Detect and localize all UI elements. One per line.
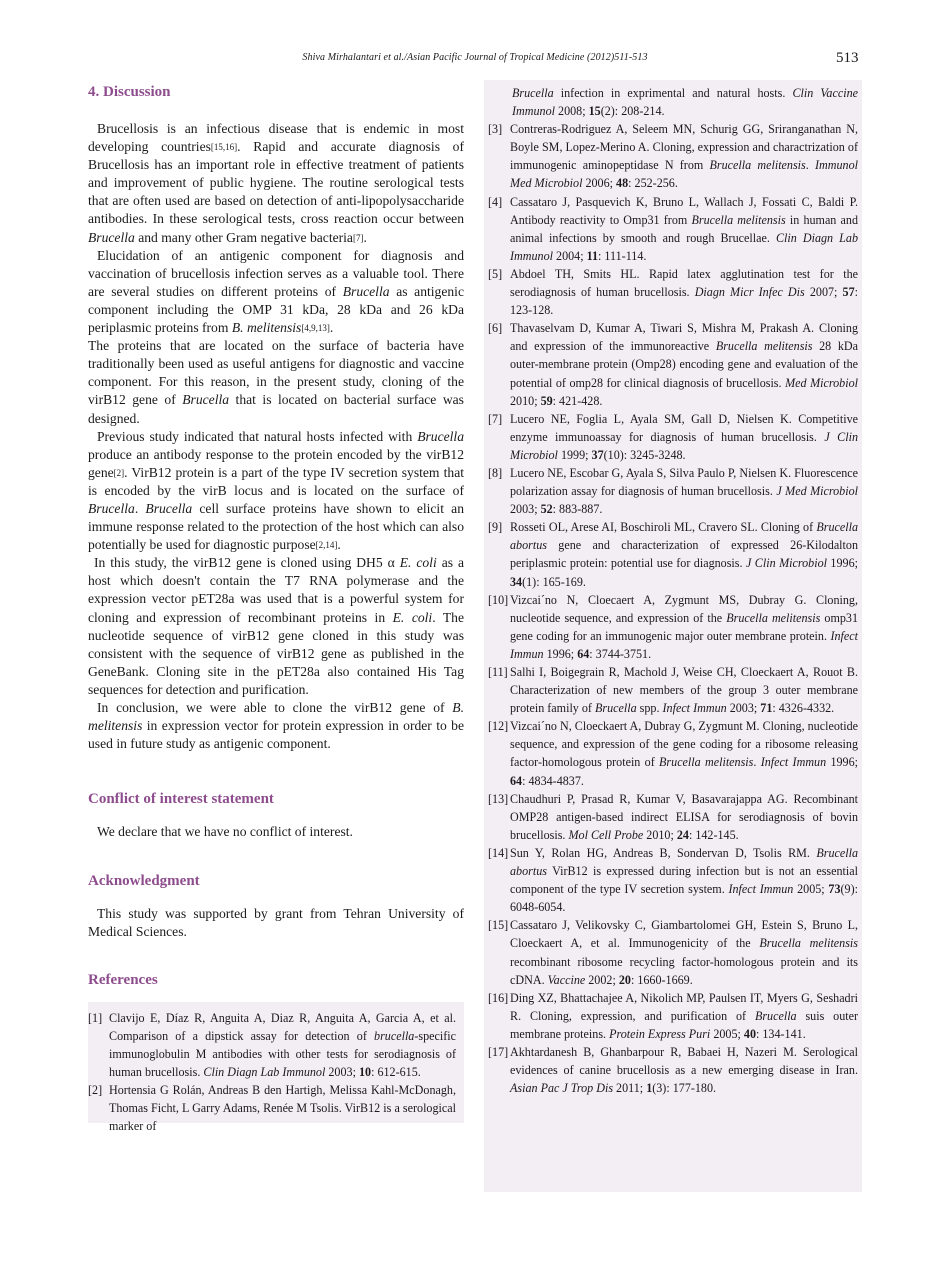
reference-16: [16] Ding XZ, Bhattachajee A, Nikolich MP, Paulsen IT, Myers G, Seshadri R. Cloning, expression, and purification of Brucella suis outer membrane proteins. Protein Express Puri 2005; 40: 134-141.: [488, 990, 858, 1041]
reference-4: [4] Cassataro J, Pasquevich K, Bruno L, Wallach J, Fossati C, Baldi P. Antibody reactivity to Omp31 from Brucella melitensis in human and animal infections by smooth and rough Brucellae. Clin Diagn Lab Immunol 2004; 11: 111-114.: [488, 194, 858, 263]
running-head: Shiva Mirhalantari et al./Asian Pacific Journal of Tropical Medicine (2012)511-513: [302, 52, 648, 63]
conflict-text: We declare that we have no conflict of interest.: [97, 824, 353, 840]
citation: [2,14]: [315, 540, 338, 551]
citation: [15,16]: [210, 142, 238, 153]
reference-2-continued: Brucella infection in exprimental and natural hosts. Clin Vaccine Immunol 2008; 15(2): 208-214.: [512, 86, 858, 119]
reference-5: [5] Abdoel TH, Smits HL. Rapid latex agglutination test for the serodiagnosis of human brucellosis. Diagn Micr Infec Dis 2007; 57: 123-128.: [488, 266, 858, 318]
reference-2: [2] Hortensia G Rolán, Andreas B den Hartigh, Melissa Kahl-McDonagh, Thomas Ficht, L Garry Adams, Renée M Tsolis. VirB12 is a serological marker of: [88, 1082, 456, 1134]
reference-15: [15] Cassataro J, Velikovsky C, Giambartolomei GH, Estein S, Bruno L, Cloeckaert A, et al. Immunogenicity of the Brucella melitensis recombinant ribosome recycling factor-homologous protein and its cDNA. Vaccine 2002; 20: 1660-1669.: [488, 918, 858, 987]
reference-11: [11] Salhi I, Boigegrain R, Machold J, Weise CH, Cloeckaert A, Rouot B. Characterization of new members of the group 3 outer membrane protein family of Brucella spp. Infect Immun 2003; 71: 4326-4332.: [488, 665, 858, 716]
citation: [2]: [113, 467, 125, 478]
discussion-paragraph-6: In conclusion, we were able to clone the virB12 gene of B. melitensis in expression vector for protein expression in order to be used in future study as antigenic component.: [88, 700, 464, 752]
discussion-paragraph-4: Previous study indicated that natural hosts infected with Brucella produce an antibody response to the protein encoded by the virB12 gene[2]. VirB12 protein is a part of the type IV secretion system that is encoded by the virB locus and is located on the surface of Brucella. Brucella cell surface proteins have shown to elicit an immune response related to the protection of the host which can also potentially be used for diagnostic purpose[2,14].: [88, 428, 464, 553]
reference-17: [17] Akhtardanesh B, Ghanbarpour R, Babaei H, Nazeri M. Serological evidences of canine brucellosis as a new emerging disease in Iran. Asian Pac J Trop Dis 2011; 1(3): 177-180.: [488, 1044, 858, 1096]
discussion-heading: 4. Discussion: [88, 84, 171, 100]
acknowledgment-text: This study was supported by grant from Tehran University of Medical Sciences.: [88, 906, 464, 940]
conflict-heading: Conflict of interest statement: [88, 791, 274, 808]
reference-8: [8] Lucero NE, Escobar G, Ayala S, Silva Paulo P, Nielsen K. Fluorescence polarization assay for diagnosis of human brucellosis. J Med Microbiol 2003; 52: 883-887.: [488, 465, 858, 517]
discussion-paragraph-5: In this study, the virB12 gene is cloned using DH5 α E. coli as a host which doesn't contain the T7 RNA polymerase and the expression vector pET28a was used that is a powerful system for cloning and expression of recombinant proteins in E. coli. The nucleotide sequence of virB12 gene cloned in this study was consistent with the sequence of virB12 gene as published in the GeneBank. Cloning site in the pET28a also contained His Tag sequences for detection and purification.: [88, 555, 465, 697]
left-column: [88, 80, 465, 1134]
right-column: [484, 80, 862, 1192]
references-heading: References: [88, 971, 158, 988]
citation: [4,9,13]: [301, 323, 330, 334]
reference-3: [3] Contreras-Rodriguez A, Seleem MN, Schurig GG, Sriranganathan N, Boyle SM, Lopez-Merino A. Cloning, expression and charactrization of immunogenic aminopeptidase N from Brucella melitensis. Immunol Med Microbiol 2006; 48: 252-256.: [488, 122, 858, 191]
references-box-left: [88, 1002, 464, 1134]
reference-13: [13] Chaudhuri P, Prasad R, Kumar V, Basavarajappa AG. Recombinant OMP28 antigen-based indirect ELISA for serodiagnosis of bovin brucellosis. Mol Cell Probe 2010; 24: 142-145.: [488, 791, 858, 842]
reference-7: [7] Lucero NE, Foglia L, Ayala SM, Gall D, Nielsen K. Competitive enzyme immunoassay for diagnosis of human brucellosis. J Clin Microbiol 1999; 37(10): 3245-3248.: [488, 411, 858, 462]
page-number: 513: [836, 50, 859, 66]
reference-10: [10] Vizcai´no N, Cloecaert A, Zygmunt MS, Dubray G. Cloning, nucleotide sequence, and expression of the Brucella melitensis omp31 gene coding for an immunogenic major outer membrane protein. Infect Immun 1996; 64: 3744-3751.: [488, 592, 858, 661]
reference-9: [9] Rosseti OL, Arese AI, Boschiroli ML, Cravero SL. Cloning of Brucella abortus gene and characterization of expressed 26-Kilodalton periplasmic protein: potential use for diagnosis. J Clin Microbiol 1996; 34(1): 165-169.: [488, 520, 858, 589]
discussion-paragraph-2: Elucidation of an antigenic component for diagnosis and vaccination of brucellosis infection serves as a valuable tool. There are several studies on different proteins of Brucella as antigenic component including the OMP 31 kDa, 28 kDa and 26 kDa periplasmic proteins from B. melitensis[4,9,13].: [88, 247, 464, 336]
reference-1: [1] Clavijo E, Díaz R, Anguita A, Diaz R, Anguita A, Garcia A, et al. Comparison of a dipstick assay for detection of brucella-specific immunoglobulin M antibodies with other tests for serodiagnosis of human brucellosis. Clin Diagn Lab Immunol 2003; 10: 612-615.: [88, 1010, 456, 1079]
reference-6: [6] Thavaselvam D, Kumar A, Tiwari S, Mishra M, Prakash A. Cloning and expression of the immunoreactive Brucella melitensis 28 kDa outer-membrane protein (Omp28) encoding gene and evaluation of the potential of omp28 for clinical diagnosis of brucellosis. Med Microbiol 2010; 59: 421-428.: [488, 321, 858, 408]
discussion-paragraph-1: Brucellosis is an infectious disease that is endemic in most developing countries[15,16]. Rapid and accurate diagnosis of Brucellosis has an important role in effective treatment of patients and improvement of public hygiene. The routine serological tests that are often used are based on detection of anti-lipopolysaccharide antibodies. In these serological tests, cross reaction occur between Brucella and many other Gram negative bacteria[7].: [88, 121, 465, 245]
reference-14: [14] Sun Y, Rolan HG, Andreas B, Sondervan D, Tsolis RM. Brucella abortus VirB12 is expressed during infection but is not an essential component of the type IV secretion system. Infect Immun 2005; 73(9): 6048-6054.: [488, 845, 858, 915]
reference-12: [12] Vizcai´no N, Cloeckaert A, Dubray G, Zygmunt M. Cloning, nucleotide sequence, and expression of the gene coding for a ribosome releasing factor-homologous protein of Brucella melitensis. Infect Immun 1996; 64: 4834-4837.: [488, 719, 859, 788]
acknowledgment-heading: Acknowledgment: [88, 873, 200, 890]
citation: [7]: [352, 232, 364, 243]
discussion-paragraph-3: The proteins that are located on the surface of bacteria have traditionally been used as useful antigens for diagnostic and vaccine component. For this reason, in the present study, cloning of the virB12 gene of Brucella that is located on bacterial surface was designed.: [88, 338, 464, 426]
